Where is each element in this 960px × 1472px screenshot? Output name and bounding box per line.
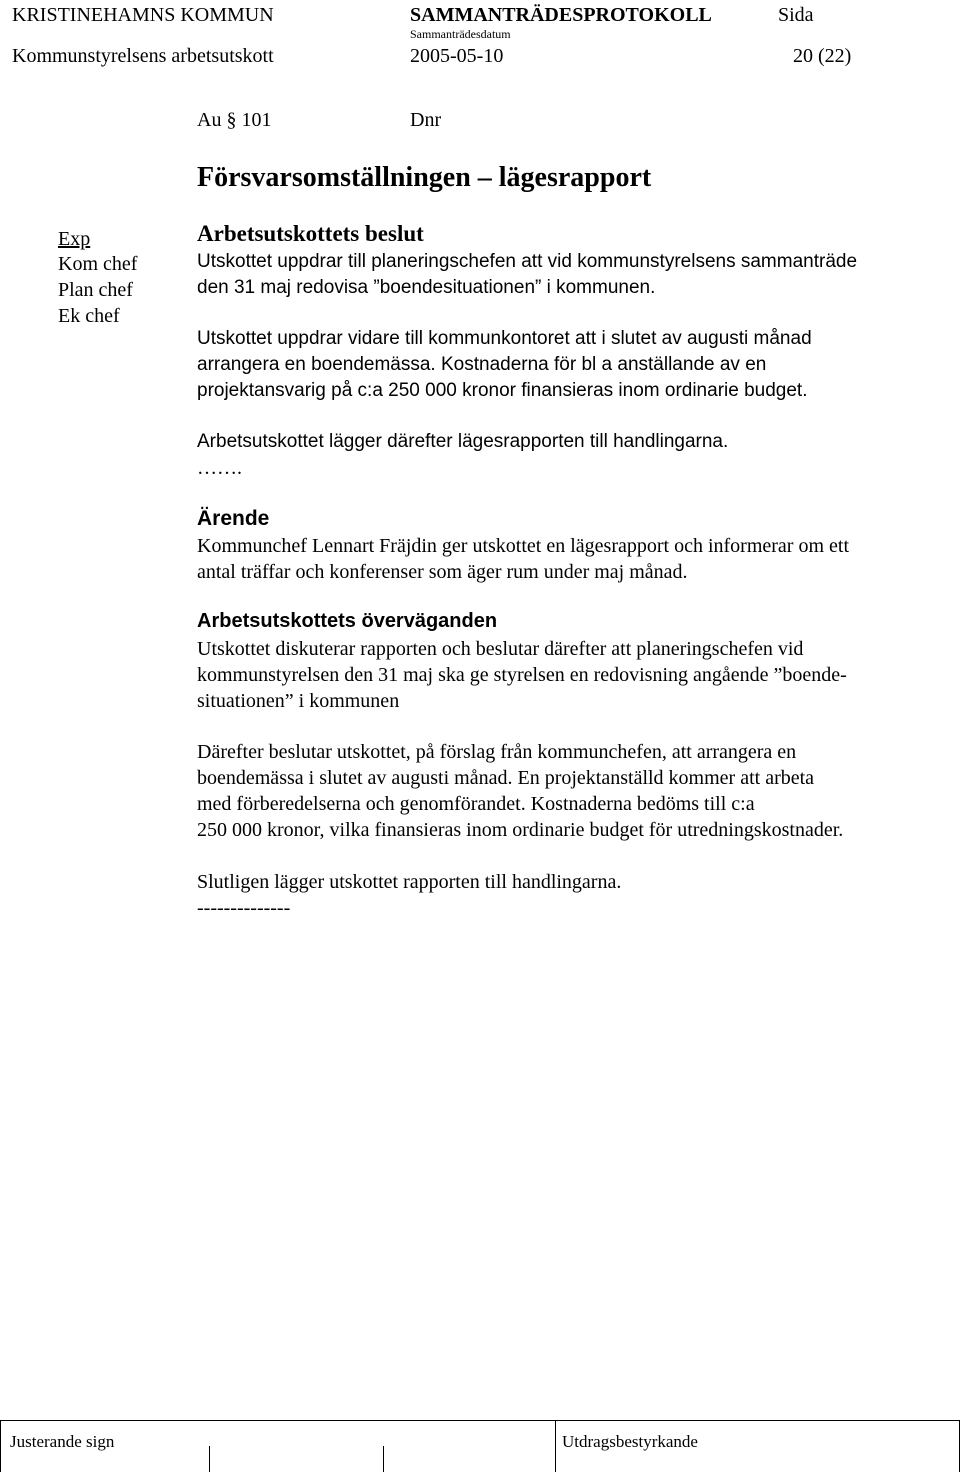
decision-text: Utskottet uppdrar vidare till kommunkontoret att i slutet av augusti månad: [197, 328, 812, 349]
footer-divider: [555, 1420, 556, 1472]
recipient: Ek chef: [58, 305, 120, 327]
recipient: Plan chef: [58, 279, 133, 301]
page-number: 20 (22): [793, 45, 852, 67]
considerations-text: Slutligen lägger utskottet rapporten till handlingarna.: [197, 871, 622, 893]
decision-text: den 31 maj redovisa ”boendesituationen” i kommunen.: [197, 277, 656, 298]
footer-left-border: [0, 1420, 1, 1472]
matter-text: antal träffar och konferenser som äger rum under maj månad.: [197, 561, 688, 583]
signature-box-divider: [383, 1446, 384, 1472]
committee-name: Kommunstyrelsens arbetsutskott: [12, 45, 274, 67]
considerations-text: situationen” i kommunen: [197, 690, 400, 712]
sign-label: Justerande sign: [10, 1432, 115, 1451]
case-title: Försvarsomställningen – lägesrapport: [197, 162, 652, 193]
considerations-heading: Arbetsutskottets överväganden: [197, 610, 498, 632]
protocol-title: SAMMANTRÄDESPROTOKOLL: [410, 4, 712, 26]
signature-box-divider: [209, 1446, 210, 1472]
page-label: Sida: [778, 4, 814, 26]
considerations-text: Utskottet diskuterar rapporten och beslutar därefter att planeringschefen vid: [197, 638, 804, 660]
extract-label: Utdragsbestyrkande: [562, 1432, 698, 1451]
dnr-label: Dnr: [410, 109, 442, 131]
considerations-text: Därefter beslutar utskottet, på förslag från kommunchefen, att arrangera en: [197, 741, 797, 763]
footer-top-rule: [0, 1420, 960, 1421]
considerations-text: boendemässa i slutet av augusti månad. En projektanställd kommer att arbeta: [197, 767, 815, 789]
matter-text: Kommunchef Lennart Fräjdin ger utskottet en lägesrapport och informerar om ett: [197, 535, 850, 557]
decision-heading: Arbetsutskottets beslut: [197, 221, 424, 246]
distribution-label: Exp: [58, 228, 91, 250]
case-number: Au § 101: [197, 109, 272, 131]
municipality-name: KRISTINEHAMNS KOMMUN: [12, 4, 274, 26]
decision-text: arrangera en boendemässa. Kostnaderna för bl a anställande av en: [197, 354, 767, 375]
considerations-text: med förberedelserna och genomförandet. Kostnaderna bedöms till c:a: [197, 793, 755, 815]
ellipsis-separator: …….: [197, 457, 242, 479]
decision-text: Arbetsutskottet lägger därefter lägesrapporten till handlingarna.: [197, 431, 729, 452]
date-label: Sammanträdesdatum: [410, 27, 511, 41]
considerations-text: kommunstyrelsen den 31 maj ska ge styrelsen en redovisning angående ”boende-: [197, 664, 847, 686]
dash-separator: --------------: [197, 897, 291, 919]
decision-text: Utskottet uppdrar till planeringschefen att vid kommunstyrelsens sammanträde: [197, 251, 858, 272]
decision-text: projektansvarig på c:a 250 000 kronor finansieras inom ordinarie budget.: [197, 380, 808, 401]
meeting-date: 2005-05-10: [410, 45, 504, 67]
recipient: Kom chef: [58, 253, 138, 275]
matter-heading: Ärende: [197, 507, 270, 530]
considerations-text: 250 000 kronor, vilka finansieras inom ordinarie budget för utredningskostnader.: [197, 819, 844, 841]
